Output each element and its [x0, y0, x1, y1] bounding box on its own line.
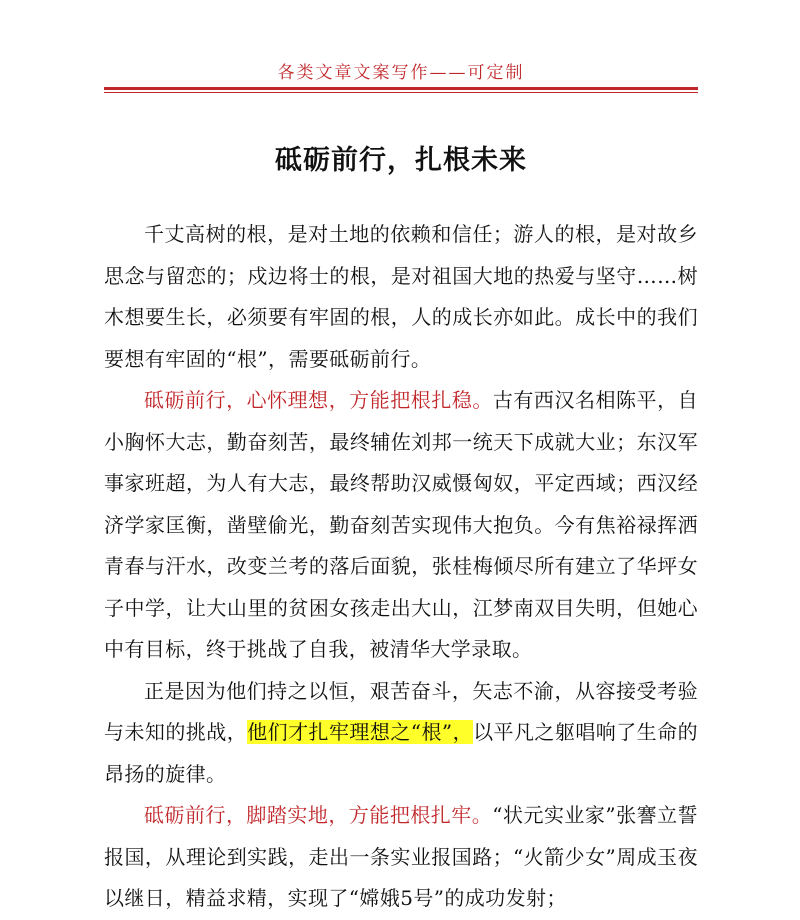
paragraph-4-lead: 砥砺前行，脚踏实地，方能把根扎牢。 — [144, 803, 493, 827]
paragraph-1 — [104, 214, 698, 380]
header-rule-thick — [104, 87, 698, 90]
paragraph-3-highlight: 他们才扎牢理想之“根”， — [247, 720, 474, 744]
paragraph-3 — [104, 671, 698, 796]
paragraph-4-text: “状元实业家”张謇立誓报国，从理论到实践，走出一条实业报国路；“火箭少女”周成玉夜以继日，精益求精，实现了“嫦娥5号”的成功发射； — [104, 803, 698, 910]
paragraph-4 — [104, 795, 698, 920]
header-rule-thin — [104, 92, 698, 93]
paragraph-3-before: 正是因为他们持之以恒，艰苦奋斗，矢志不渝，从容接受考验与未知的挑战， — [104, 678, 698, 744]
article-body — [104, 214, 698, 920]
paragraph-2-text: 古有西汉名相陈平，自小胸怀大志，勤奋刻苦，最终辅佐刘邦一统天下成就大业；东汉军事家班超，为人有大志，最终帮助汉威慑匈奴，平定西域；西汉经济学家匡衡，凿壁偷光，勤奋刻苦实现伟大抱负。今有焦裕禄挥洒青春与汗水，改变兰考的落后面貌，张桂梅倾尽所有建立了华坪女子中学，让大山里的贫困女孩走出大山，江梦南双目失明，但她心中有目标，终于挑战了自我，被清华大学录取。 — [104, 388, 698, 661]
paragraph-1-text: 千丈高树的根，是对土地的依赖和信任；游人的根，是对故乡思念与留恋的；戍边将士的根，是对祖国大地的热爱与坚守……树木想要生长，必须要有牢固的根，人的成长亦如此。成长中的我们要想有牢固的“根”，需要砥砺前行。 — [104, 222, 698, 371]
page-header: 各类文章文案写作——可定制 — [277, 63, 525, 83]
paragraph-3-after: 以平凡之躯唱响了生命的昂扬的旋律。 — [104, 720, 698, 786]
article-title: 砥砺前行，扎根未来 — [275, 145, 527, 176]
paragraph-2 — [104, 380, 698, 671]
paragraph-2-lead: 砥砺前行，心怀理想，方能把根扎稳。 — [144, 388, 493, 412]
